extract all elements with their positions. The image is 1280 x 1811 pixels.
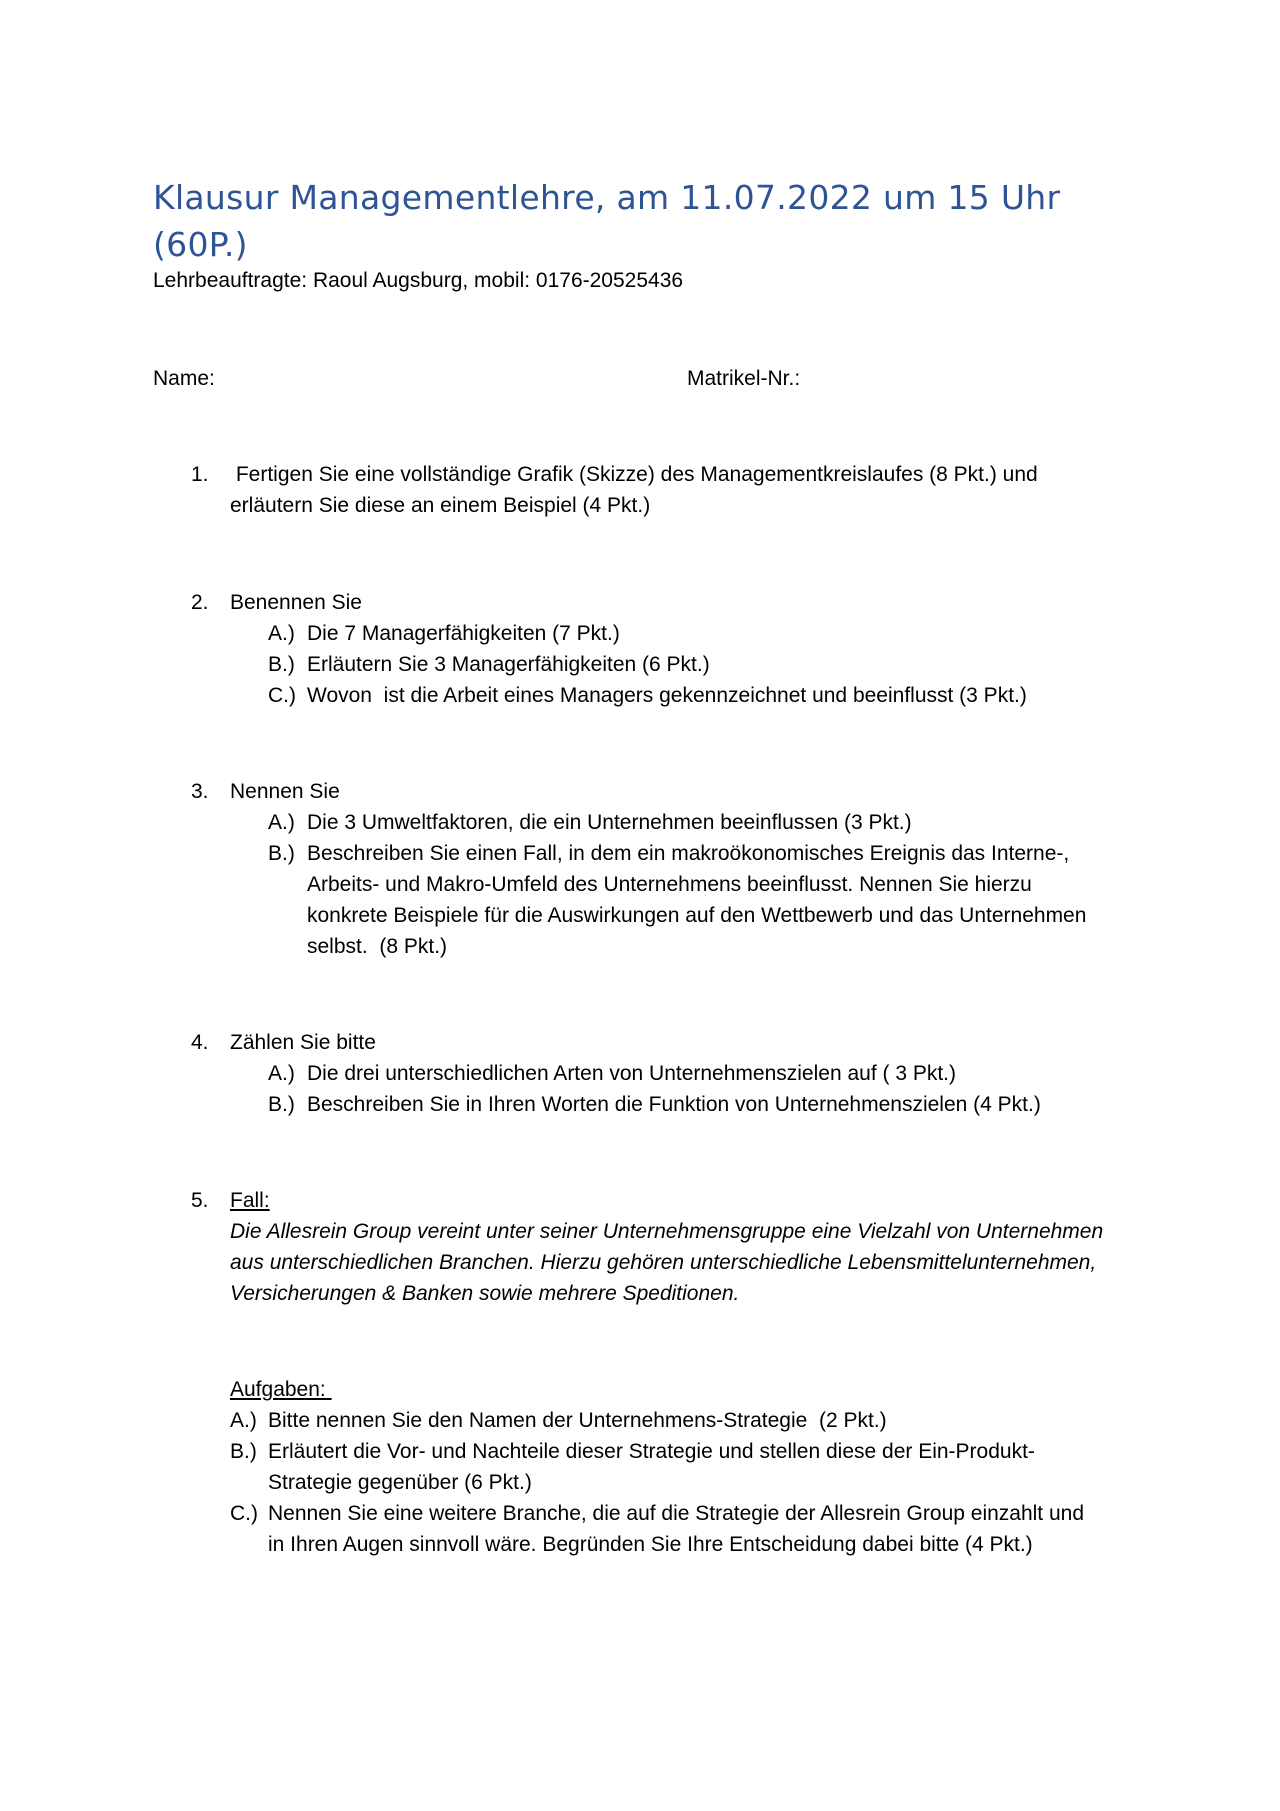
lecturer-line: Lehrbeauftragte: Raoul Augsburg, mobil: 0176-20525436 bbox=[153, 269, 684, 292]
question-text-line: Nennen Sie bbox=[230, 780, 340, 803]
case-text-line: Die Allesrein Group vereint unter seiner Unternehmensgruppe eine Vielzahl von Unternehmen bbox=[230, 1220, 1104, 1243]
subquestion-text: Beschreiben Sie einen Fall, in dem ein makroökonomisches Ereignis das Interne-, bbox=[307, 842, 1070, 865]
subquestion-label: B.) bbox=[268, 1093, 295, 1116]
task-text: Erläutert die Vor- und Nachteile dieser Strategie und stellen diese der Ein-Produkt- bbox=[268, 1440, 1035, 1463]
question-number: 1. bbox=[191, 463, 209, 486]
subquestion-text: Arbeits- und Makro-Umfeld des Unternehmens beeinflusst. Nennen Sie hierzu bbox=[307, 873, 1032, 896]
task-label: A.) bbox=[230, 1409, 257, 1432]
question-text-line: erläutern Sie diese an einem Beispiel (4 Pkt.) bbox=[230, 494, 651, 517]
subquestion-label: A.) bbox=[268, 1062, 295, 1085]
task-text: in Ihren Augen sinnvoll wäre. Begründen Sie Ihre Entscheidung dabei bitte (4 Pkt.) bbox=[268, 1533, 1033, 1556]
question-text-line: Benennen Sie bbox=[230, 591, 362, 614]
case-heading: Fall: bbox=[230, 1189, 270, 1212]
case-text-line: Versicherungen & Banken sowie mehrere Speditionen. bbox=[230, 1282, 740, 1305]
subquestion-text: Erläutern Sie 3 Managerfähigkeiten (6 Pkt.) bbox=[307, 653, 710, 676]
subquestion-text: konkrete Beispiele für die Auswirkungen auf den Wettbewerb und das Unternehmen bbox=[307, 904, 1087, 927]
subquestion-text: Beschreiben Sie in Ihren Worten die Funktion von Unternehmenszielen (4 Pkt.) bbox=[307, 1093, 1041, 1116]
task-text: Nennen Sie eine weitere Branche, die auf die Strategie der Allesrein Group einzahlt und bbox=[268, 1502, 1085, 1525]
question-number: 3. bbox=[191, 780, 209, 803]
tasks-heading: Aufgaben: bbox=[230, 1378, 332, 1401]
question-number: 2. bbox=[191, 591, 209, 614]
task-label: C.) bbox=[230, 1502, 258, 1525]
task-label: B.) bbox=[230, 1440, 257, 1463]
subquestion-text: selbst. (8 Pkt.) bbox=[307, 935, 448, 958]
subquestion-label: B.) bbox=[268, 842, 295, 865]
subquestion-label: A.) bbox=[268, 622, 295, 645]
matrikel-label: Matrikel-Nr.: bbox=[687, 367, 801, 390]
question-number: 4. bbox=[191, 1031, 209, 1054]
subquestion-text: Die 7 Managerfähigkeiten (7 Pkt.) bbox=[307, 622, 620, 645]
case-text-line: aus unterschiedlichen Branchen. Hierzu gehören unterschiedliche Lebensmittelunternehmen, bbox=[230, 1251, 1097, 1274]
subquestion-label: B.) bbox=[268, 653, 295, 676]
task-text: Strategie gegenüber (6 Pkt.) bbox=[268, 1471, 532, 1494]
page-title: Klausur Managementlehre, am 11.07.2022 um 15 Uhr (60P.) bbox=[153, 178, 1061, 264]
subquestion-text: Die drei unterschiedlichen Arten von Unternehmenszielen auf ( 3 Pkt.) bbox=[307, 1062, 957, 1085]
question-number: 5. bbox=[191, 1189, 209, 1212]
subquestion-label: C.) bbox=[268, 684, 296, 707]
subquestion-text: Die 3 Umweltfaktoren, die ein Unternehmen beeinflussen (3 Pkt.) bbox=[307, 811, 912, 834]
subquestion-text: Wovon ist die Arbeit eines Managers gekennzeichnet und beeinflusst (3 Pkt.) bbox=[307, 684, 1027, 707]
name-label: Name: bbox=[153, 367, 215, 390]
question-text-line: Fertigen Sie eine vollständige Grafik (Skizze) des Managementkreislaufes (8 Pkt.) und bbox=[230, 463, 1038, 486]
task-text: Bitte nennen Sie den Namen der Unternehmens-Strategie (2 Pkt.) bbox=[268, 1409, 887, 1432]
subquestion-label: A.) bbox=[268, 811, 295, 834]
question-text-line: Zählen Sie bitte bbox=[230, 1031, 376, 1054]
